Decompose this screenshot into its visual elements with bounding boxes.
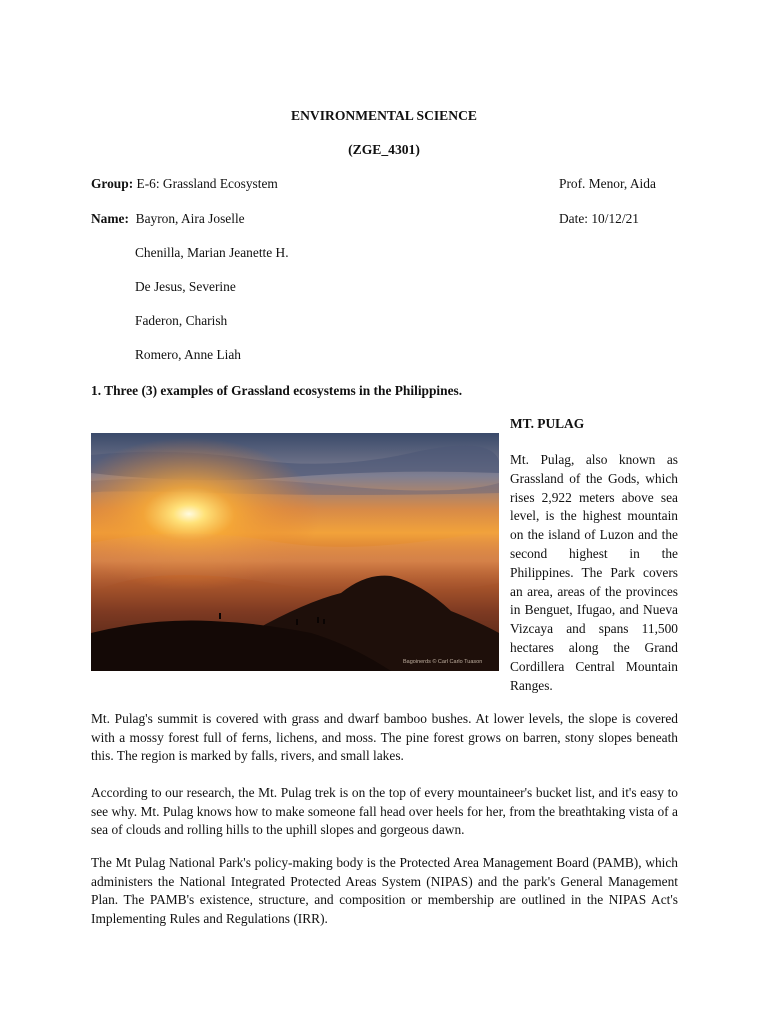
intro-paragraph: Mt. Pulag, also known as Grassland of the Gods, which rises 2,922 meters above sea level, is the highest mountain on the island of Luzon and the second highest in the Philippines. The Park covers an area, areas of the provinces in Benguet, Ifugao, and Nueva Vizcaya and spans 11,500 hectares along the Grand Cordillera Central Mountain Ranges.: [510, 452, 678, 693]
body-paragraph: Mt. Pulag's summit is covered with grass and dwarf bamboo bushes. At lower levels, the slope is covered with a mossy forest full of ferns, lichens, and moss. The pine forest grows on barren, stony slopes beneath this. The region is marked by falls, rivers, and small lakes.: [91, 711, 678, 764]
document-title: ENVIRONMENTAL SCIENCE: [291, 108, 477, 123]
professor-name: Prof. Menor, Aida: [559, 176, 656, 191]
member-name: Romero, Anne Liah: [135, 347, 241, 362]
question-heading: 1. Three (3) examples of Grassland ecosystems in the Philippines.: [91, 383, 463, 398]
photo-credit: Bagoinerds © Carl Carlo Tuason: [403, 659, 483, 665]
group-label: Group:: [91, 176, 134, 191]
member-name: Chenilla, Marian Jeanette H.: [135, 245, 289, 260]
name-line: [91, 211, 245, 227]
member-name: De Jesus, Severine: [135, 279, 236, 294]
course-code: (ZGE_4301): [348, 142, 420, 157]
member-name: Bayron, Aira Joselle: [135, 211, 245, 226]
body-paragraph: The Mt Pulag National Park's policy-making body is the Protected Area Management Board (PAMB), which administers the National Integrated Protected Areas System (NIPAS) and the park's General Management Plan. The PAMB's existence, structure, and composition or membership are outlined in the NIPAS Act's Implementing Rules and Regulations (IRR).: [91, 855, 678, 926]
date: Date: 10/12/21: [559, 211, 639, 226]
section-title: MT. PULAG: [510, 416, 585, 431]
group-value: E-6: Grassland Ecosystem: [136, 176, 278, 191]
mt-pulag-sunrise-photo: [91, 433, 499, 671]
member-name: Faderon, Charish: [135, 313, 228, 328]
name-label: Name:: [91, 211, 129, 226]
body-paragraph: According to our research, the Mt. Pulag trek is on the top of every mountaineer's bucket list, and it's easy to see why. Mt. Pulag knows how to make someone fall head over heels for her, from the breathtaking vista of a sea of clouds and rolling hills to the uphill slopes and gorgeous dawn.: [91, 785, 678, 838]
group-line: [91, 176, 278, 192]
